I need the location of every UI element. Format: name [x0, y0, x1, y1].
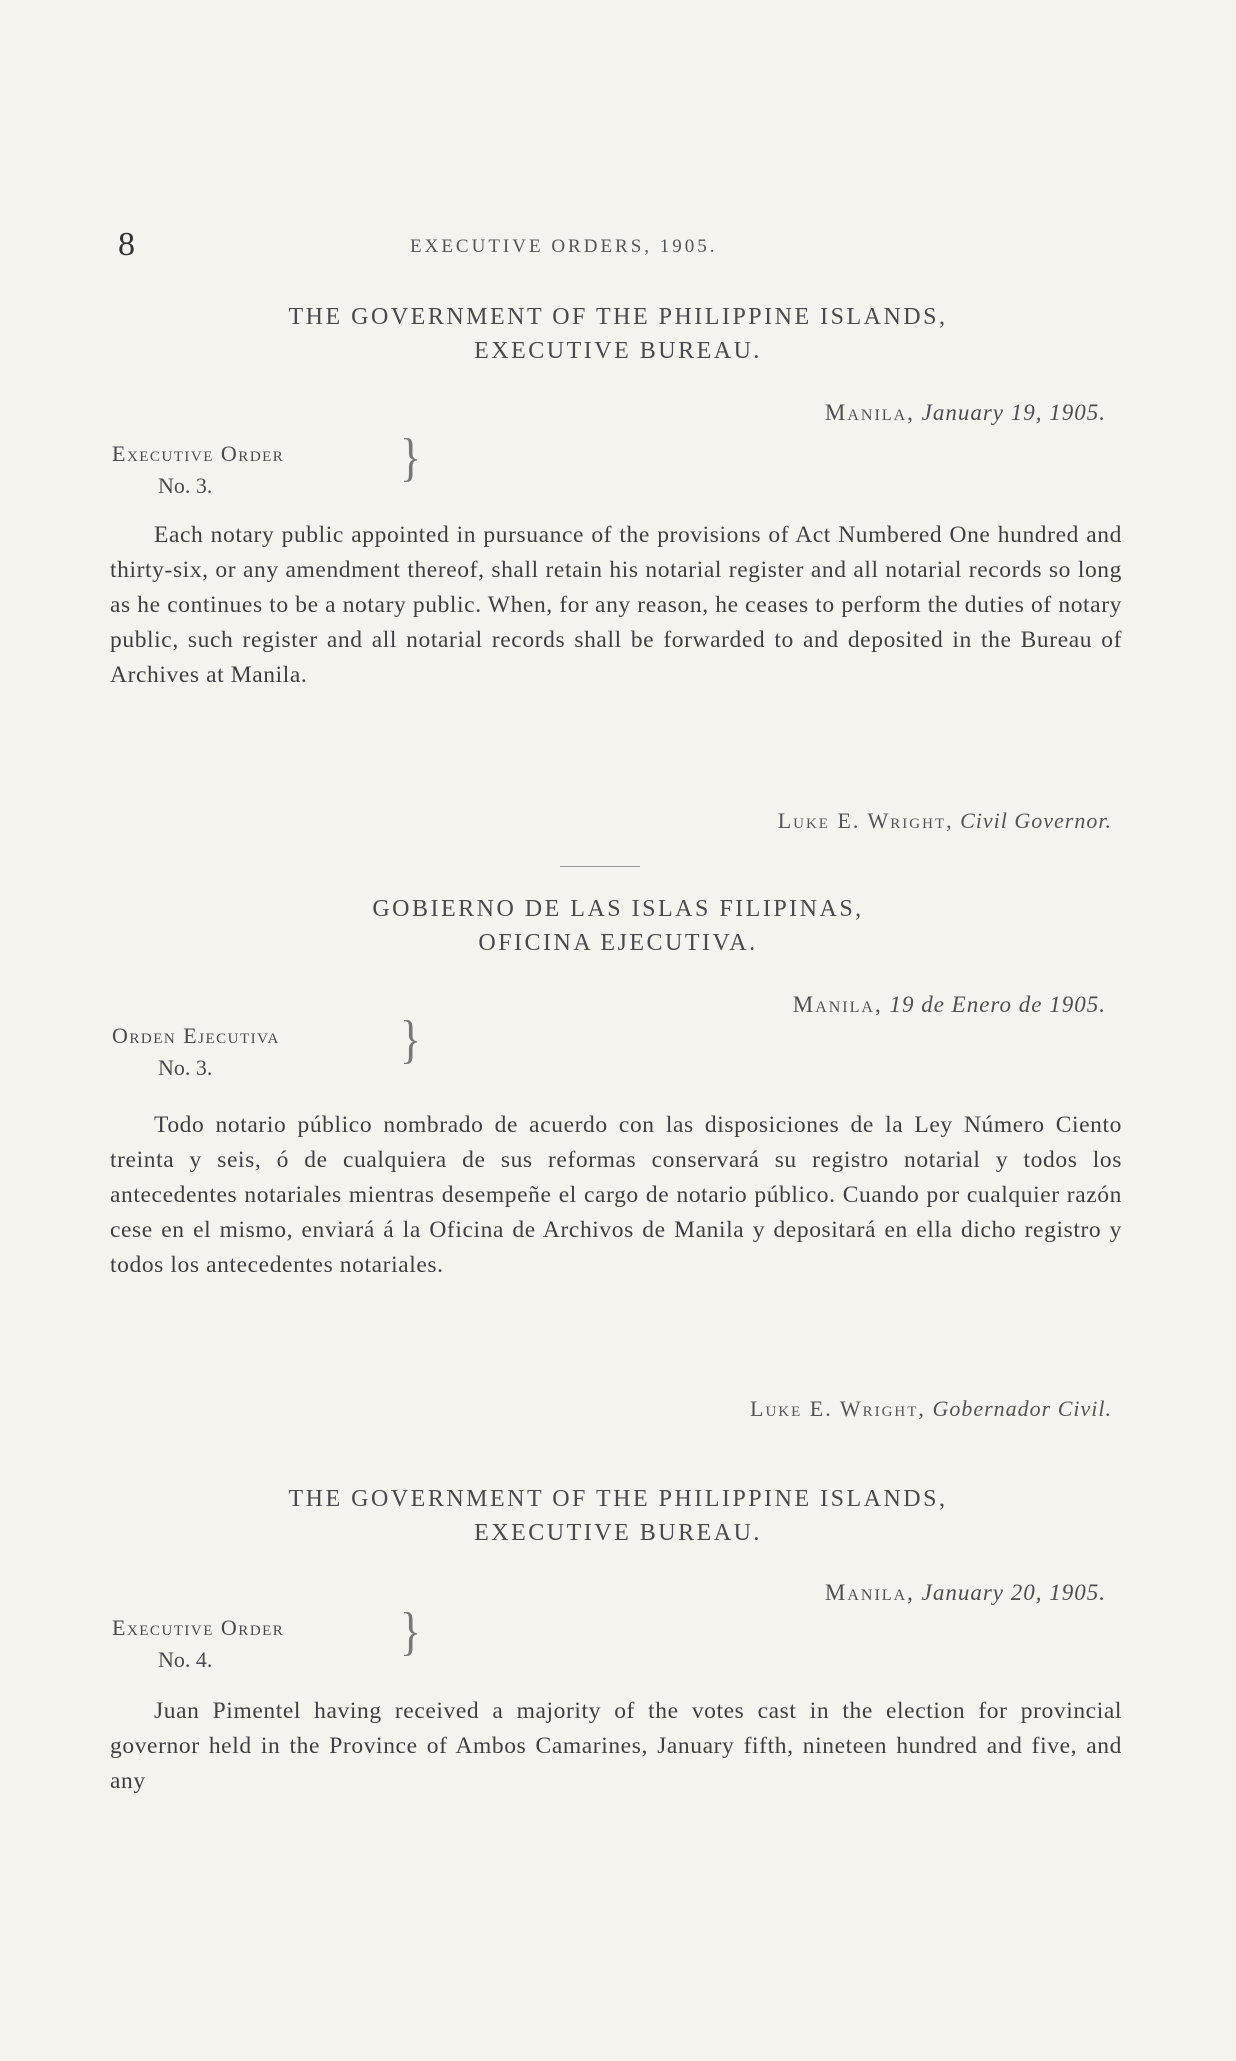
signature [750, 1396, 1112, 1422]
place: Manila, [824, 1580, 915, 1605]
section-order-3-spanish [0, 892, 1236, 960]
place-date [825, 1580, 1106, 1606]
place: Manila, [824, 400, 915, 425]
running-head [110, 226, 1110, 266]
order-number: No. 4. [158, 1647, 213, 1672]
date: 19 de Enero de 1905. [889, 992, 1106, 1017]
order-body: Todo notario público nombrado de acuerdo con las disposiciones de la Ley Número Ciento treinta y seis, ó de cualquiera de sus reformas conservará su registro notarial y todos los antecedentes notariales mientras desempeñe el cargo de notario público. Cuando por cualquier razón cese en el mismo, enviará á la Oficina de Archivos de Manila y depositará en ella dicho registro y todos los antecedentes notariales. [110, 1112, 1122, 1278]
order-number: No. 3. [158, 1055, 213, 1080]
section-order-3-english [0, 300, 1236, 368]
brace-mark: } [400, 1010, 422, 1069]
bureau-header: OFICINA EJECUTIVA. [478, 930, 758, 956]
signature-name: Luke E. Wright, [750, 1396, 926, 1421]
government-header: GOBIERNO DE LAS ISLAS FILIPINAS, [372, 896, 864, 922]
date: January 20, 1905. [921, 1580, 1106, 1605]
signature-title: Civil Governor. [960, 808, 1112, 833]
running-title: EXECUTIVE ORDERS, 1905. [410, 236, 718, 257]
signature-title: Gobernador Civil. [932, 1396, 1112, 1421]
order-designation [112, 438, 284, 502]
order-label: Executive Order [112, 441, 285, 466]
place: Manila, [792, 992, 883, 1017]
bureau-header: EXECUTIVE BUREAU. [474, 1520, 762, 1546]
government-header: THE GOVERNMENT OF THE PHILIPPINE ISLANDS, [288, 1486, 948, 1512]
order-number: No. 3. [158, 473, 213, 498]
bureau-header: EXECUTIVE BUREAU. [474, 338, 762, 364]
place-date [825, 400, 1106, 426]
order-body: Juan Pimentel having received a majority of the votes cast in the election for provincial governor held in the Province of Ambos Camarines, January fifth, nineteen hundred and five, and any [110, 1698, 1122, 1794]
order-label: Orden Ejecutiva [112, 1023, 280, 1048]
page-number: 8 [118, 226, 135, 263]
order-body: Each notary public appointed in pursuance of the provisions of Act Numbered One hundred and thirty-six, or any amendment thereof, shall retain his notarial register and all notarial records so long as he continues to be a notary public. When, for any reason, he ceases to perform the duties of notary public, such register and all notarial records shall be forwarded to and deposited in the Bureau of Archives at Manila. [110, 522, 1122, 688]
order-designation [112, 1612, 284, 1676]
signature [778, 808, 1112, 834]
signature-name: Luke E. Wright, [777, 808, 954, 833]
brace-mark: } [400, 1602, 422, 1661]
brace-mark: } [400, 428, 422, 487]
government-header: THE GOVERNMENT OF THE PHILIPPINE ISLANDS, [288, 304, 948, 330]
order-label: Executive Order [112, 1615, 285, 1640]
order-designation [112, 1020, 280, 1084]
section-order-4-english [0, 1482, 1236, 1550]
date: January 19, 1905. [921, 400, 1106, 425]
place-date [793, 992, 1106, 1018]
section-divider [560, 866, 640, 867]
